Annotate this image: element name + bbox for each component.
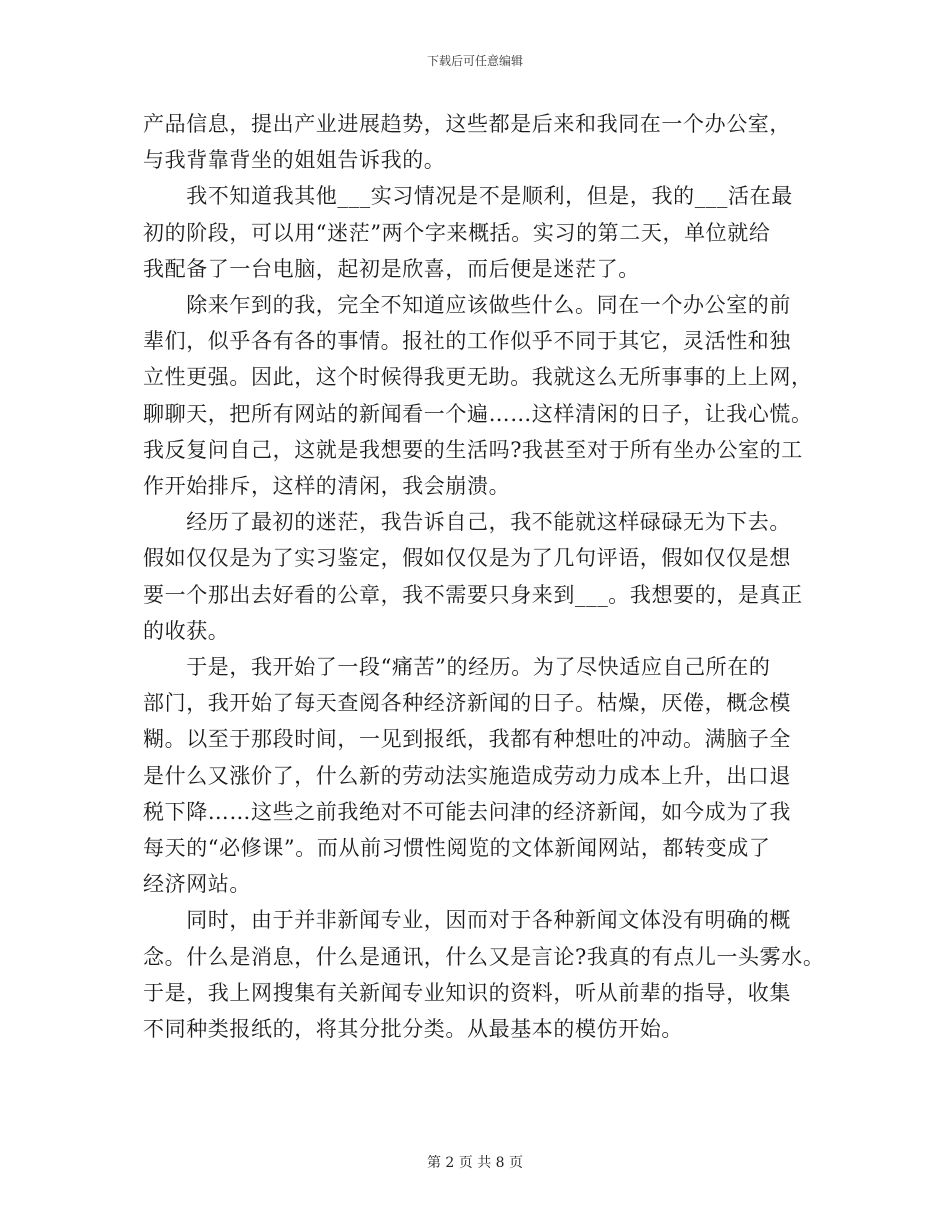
page-number: 第 2 页 共 8 页 <box>426 1155 524 1171</box>
text-line: 不同种类报纸的，将其分批分类。从最基本的模仿开始。 <box>143 1017 683 1042</box>
text-line: 假如仅仅是为了实习鉴定，假如仅仅是为了几句评语，假如仅仅是想 <box>143 546 791 571</box>
text-line: 作开始排斥，这样的清闲，我会崩溃。 <box>143 474 511 499</box>
paragraph <box>143 649 843 902</box>
text-line: 我不知道我其他___实习情况是不是顺利，但是，我的___活在最 <box>143 184 793 209</box>
text-line: 经历了最初的迷茫，我告诉自己，我不能就这样碌碌无为下去。 <box>143 510 791 535</box>
text-line: 的收获。 <box>143 618 230 643</box>
text-line: 我配备了一台电脑，起初是欣喜，而后便是迷茫了。 <box>143 256 640 281</box>
text-line: 是什么又涨价了，什么新的劳动法实施造成劳动力成本上升，出口退 <box>143 763 791 788</box>
text-line: 我反复问自己，这就是我想要的生活吗?我甚至对于所有坐办公室的工 <box>143 437 803 462</box>
paragraph <box>143 504 843 649</box>
text-line: 税下降……这些之前我绝对不可能去问津的经济新闻，如今成为了我 <box>143 799 791 824</box>
text-line: 部门，我开始了每天查阅各种经济新闻的日子。枯燥，厌倦，概念模 <box>143 691 791 716</box>
text-line: 于是，我上网搜集有关新闻专业知识的资料，听从前辈的指导，收集 <box>143 980 791 1005</box>
text-line: 立性更强。因此，这个时候得我更无助。我就这么无所事事的上上网， <box>143 365 813 390</box>
text-line: 与我背靠背坐的姐姐告诉我的。 <box>143 148 446 173</box>
paragraph <box>143 178 843 287</box>
text-line: 除来乍到的我，完全不知道应该做些什么。同在一个办公室的前 <box>143 293 791 318</box>
document-body <box>143 106 843 1047</box>
text-line: 要一个那出去好看的公章，我不需要只身来到___。我想要的，是真正 <box>143 582 803 607</box>
text-line: 同时，由于并非新闻专业，因而对于各种新闻文体没有明确的概 <box>143 908 791 933</box>
text-line: 于是，我开始了一段“痛苦”的经历。为了尽快适应自己所在的 <box>143 655 771 680</box>
paragraph <box>143 902 843 1047</box>
text-line: 初的阶段，可以用“迷茫”两个字来概括。实习的第二天，单位就给 <box>143 220 771 245</box>
page-header-note: 下载后可任意编辑 <box>426 54 523 68</box>
text-line: 产品信息，提出产业进展趋势，这些都是后来和我同在一个办公室， <box>143 112 791 136</box>
text-line: 聊聊天，把所有网站的新闻看一个遍……这样清闲的日子，让我心慌。 <box>143 401 813 426</box>
paragraph <box>143 287 843 504</box>
paragraph <box>143 106 843 178</box>
text-line: 辈们，似乎各有各的事情。报社的工作似乎不同于其它，灵活性和独 <box>143 329 791 354</box>
text-line: 经济网站。 <box>143 872 251 897</box>
text-line: 每天的“必修课”。而从前习惯性阅览的文体新闻网站，都转变成了 <box>143 836 771 861</box>
text-line: 念。什么是消息，什么是通讯，什么又是言论?我真的有点儿一头雾水。 <box>143 944 825 969</box>
text-line: 糊。以至于那段时间，一见到报纸，我都有种想吐的冲动。满脑子全 <box>143 727 791 752</box>
